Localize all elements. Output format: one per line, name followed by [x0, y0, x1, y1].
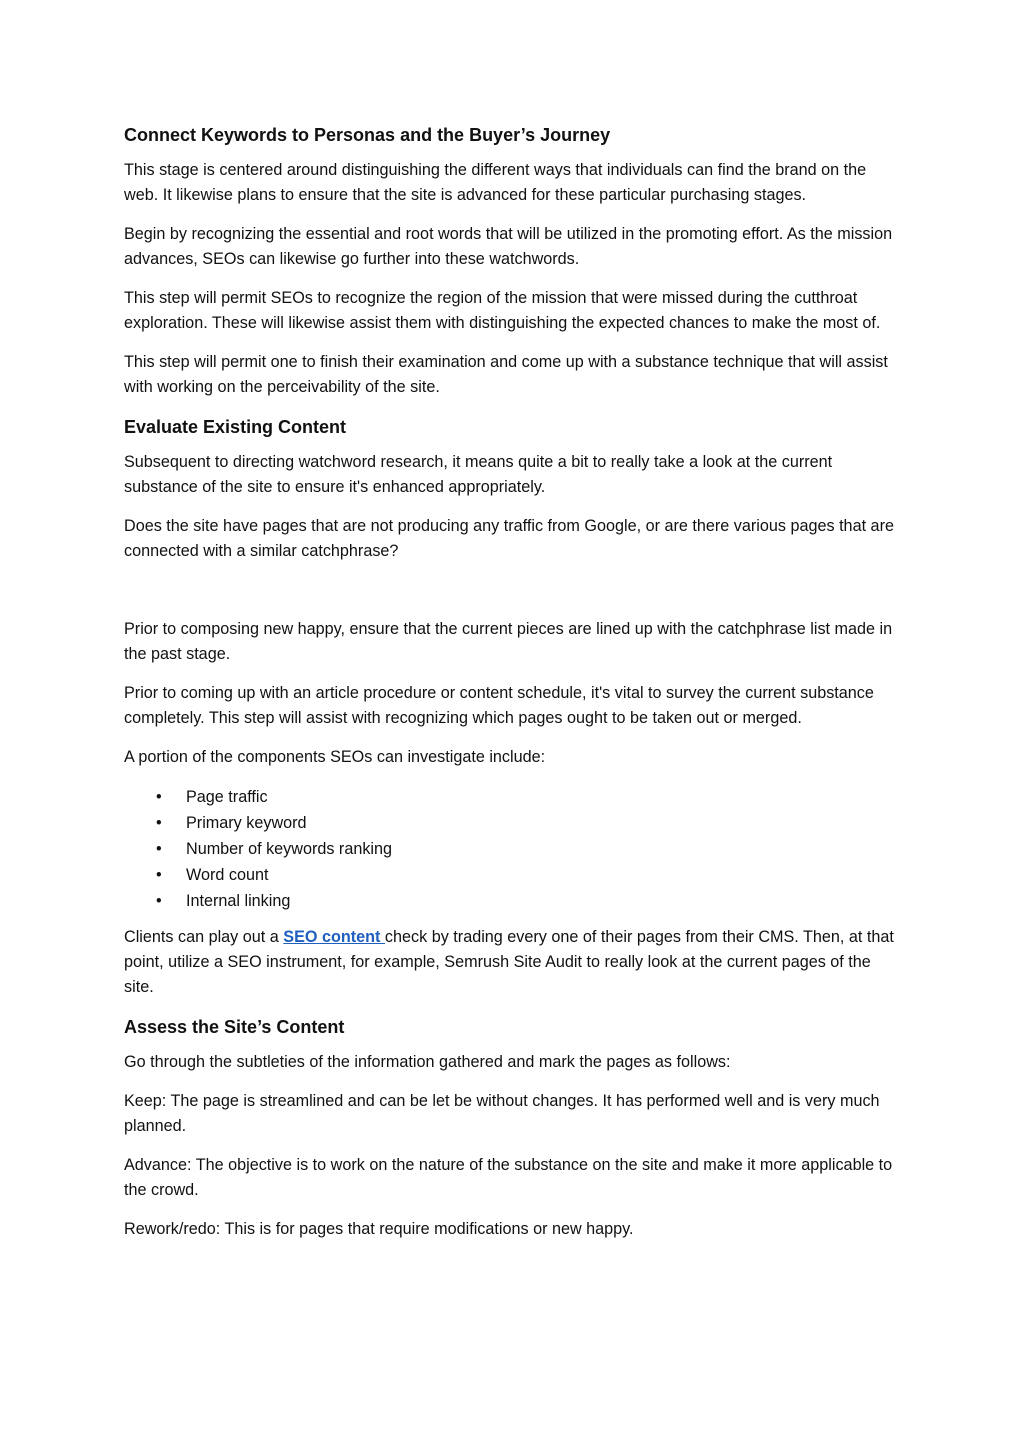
document-page — [124, 122, 894, 1256]
list-item — [124, 810, 894, 836]
link-lead-text: Clients can play out a — [124, 928, 284, 946]
paragraph: This stage is centered around distinguishing the different ways that individuals can find the brand on the web. It likewise plans to ensure that the site is advanced for these particular purchasing stages. — [124, 161, 867, 204]
section-heading-assess-content: Assess the Site’s Content — [124, 1017, 345, 1037]
bullet-icon: • — [156, 814, 162, 832]
section-heading-evaluate-content: Evaluate Existing Content — [124, 417, 347, 437]
list-item-text: Internal linking — [186, 892, 291, 910]
paragraph: Subsequent to directing watchword research, it means quite a bit to really take a look at the current substance of the site to ensure it's enhanced appropriately. — [124, 453, 833, 496]
list-item — [124, 862, 894, 888]
list-item — [124, 784, 894, 810]
section-heading-keywords-personas: Connect Keywords to Personas and the Buyer’s Journey — [124, 125, 611, 145]
list-item-text: Primary keyword — [186, 814, 307, 832]
blank-spacer — [124, 578, 894, 617]
bullet-icon: • — [156, 866, 162, 884]
list-item-text: Number of keywords ranking — [186, 840, 393, 858]
paragraph-with-link — [124, 925, 894, 1000]
list-item-text: Page traffic — [186, 788, 268, 806]
paragraph: This step will permit SEOs to recognize the region of the mission that were missed during the cutthroat exploration. These will likewise assist them with distinguishing the expected chances to make the most of. — [124, 289, 881, 332]
paragraph: Prior to composing new happy, ensure that the current pieces are lined up with the catchphrase list made in the past stage. — [124, 620, 893, 663]
seo-content-link[interactable]: SEO content — [283, 928, 385, 946]
link-trail-text: check by trading every one of their pages from their CMS. Then, at that point, utilize a SEO instrument, for example, Semrush Site Audit to really look at the current pages of the site. — [124, 928, 894, 996]
paragraph: Prior to coming up with an article procedure or content schedule, it's vital to survey the current substance completely. This step will assist with recognizing which pages ought to be taken out or merged. — [124, 684, 874, 727]
paragraph: A portion of the components SEOs can investigate include: — [124, 748, 546, 766]
list-item-text: Word count — [186, 866, 269, 884]
paragraph: Keep: The page is streamlined and can be let be without changes. It has performed well and is very much planned. — [124, 1092, 880, 1135]
paragraph: Advance: The objective is to work on the nature of the substance on the site and make it more applicable to the crowd. — [124, 1156, 893, 1199]
list-item — [124, 836, 894, 862]
bullet-icon: • — [156, 892, 162, 910]
paragraph: This step will permit one to finish their examination and come up with a substance technique that will assist with working on the perceivability of the site. — [124, 353, 888, 396]
bullet-icon: • — [156, 788, 162, 806]
list-item — [124, 888, 894, 914]
bullet-icon: • — [156, 840, 162, 858]
paragraph: Rework/redo: This is for pages that require modifications or new happy. — [124, 1220, 634, 1238]
components-list — [124, 784, 894, 914]
paragraph: Begin by recognizing the essential and root words that will be utilized in the promoting effort. As the mission advances, SEOs can likewise go further into these watchwords. — [124, 225, 893, 268]
paragraph: Go through the subtleties of the information gathered and mark the pages as follows: — [124, 1053, 731, 1071]
paragraph: Does the site have pages that are not producing any traffic from Google, or are there various pages that are connected with a similar catchphrase? — [124, 517, 894, 560]
